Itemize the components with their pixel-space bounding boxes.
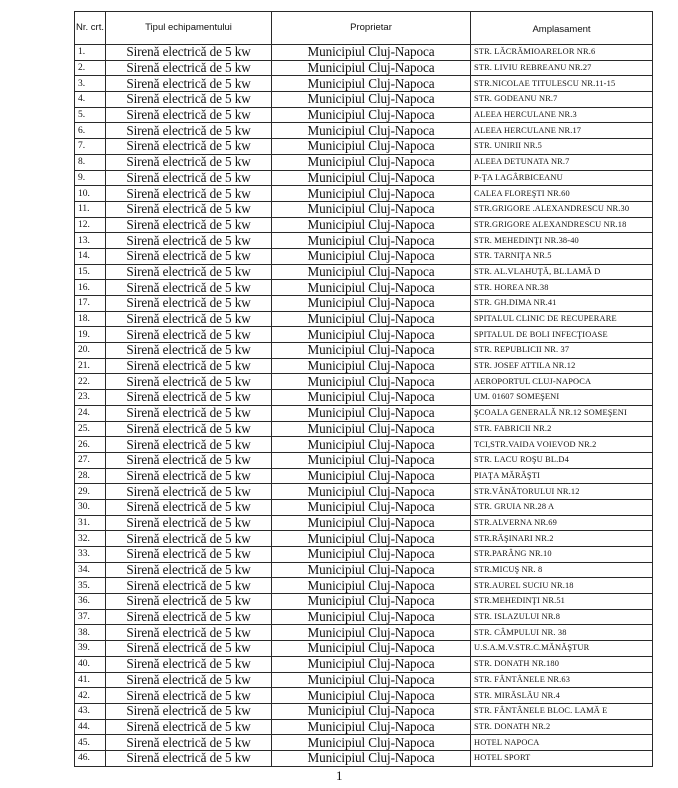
- table-row: [75, 515, 653, 531]
- row-number-cell: 33.: [75, 547, 106, 563]
- location-cell: U.S.A.M.V.STR.C.MĂNĂŞTUR: [471, 641, 653, 657]
- table-row: [75, 296, 653, 312]
- location-cell: STR.AUREL SUCIU NR.18: [471, 578, 653, 594]
- equipment-type-cell: Sirenă electrică de 5 kw: [106, 123, 272, 139]
- equipment-type-cell: Sirenă electrică de 5 kw: [106, 170, 272, 186]
- equipment-type-cell: Sirenă electrică de 5 kw: [106, 656, 272, 672]
- equipment-type-cell: Sirenă electrică de 5 kw: [106, 92, 272, 108]
- location-cell: STR.RĂŞINARI NR.2: [471, 531, 653, 547]
- owner-cell: Municipiul Cluj-Napoca: [272, 390, 471, 406]
- owner-cell: Municipiul Cluj-Napoca: [272, 186, 471, 202]
- owner-cell: Municipiul Cluj-Napoca: [272, 264, 471, 280]
- equipment-type-cell: Sirenă electrică de 5 kw: [106, 45, 272, 61]
- owner-cell: Municipiul Cluj-Napoca: [272, 374, 471, 390]
- row-number-cell: 41.: [75, 672, 106, 688]
- row-number-cell: 3.: [75, 76, 106, 92]
- equipment-type-cell: Sirenă electrică de 5 kw: [106, 405, 272, 421]
- table-row: [75, 92, 653, 108]
- location-cell: STR. DONATH NR.2: [471, 719, 653, 735]
- row-number-cell: 34.: [75, 562, 106, 578]
- location-cell: STR. TARNIŢA NR.5: [471, 248, 653, 264]
- row-number-cell: 14.: [75, 248, 106, 264]
- location-cell: STR.NICOLAE TITULESCU NR.11-15: [471, 76, 653, 92]
- table-row: [75, 233, 653, 249]
- table-row: [75, 374, 653, 390]
- row-number-cell: 25.: [75, 421, 106, 437]
- location-cell: STR.MEHEDINŢI NR.51: [471, 594, 653, 610]
- owner-cell: Municipiul Cluj-Napoca: [272, 562, 471, 578]
- equipment-type-cell: Sirenă electrică de 5 kw: [106, 719, 272, 735]
- row-number-cell: 37.: [75, 609, 106, 625]
- owner-cell: Municipiul Cluj-Napoca: [272, 656, 471, 672]
- table-row: [75, 311, 653, 327]
- equipment-type-cell: Sirenă electrică de 5 kw: [106, 735, 272, 751]
- equipment-type-cell: Sirenă electrică de 5 kw: [106, 531, 272, 547]
- table-row: [75, 484, 653, 500]
- equipment-type-cell: Sirenă electrică de 5 kw: [106, 311, 272, 327]
- table-row: [75, 468, 653, 484]
- table-row: [75, 280, 653, 296]
- row-number-cell: 45.: [75, 735, 106, 751]
- owner-cell: Municipiul Cluj-Napoca: [272, 60, 471, 76]
- location-cell: STR. LACU ROŞU BL.D4: [471, 452, 653, 468]
- owner-cell: Municipiul Cluj-Napoca: [272, 92, 471, 108]
- location-cell: STR. DONATH NR.180: [471, 656, 653, 672]
- location-cell: ALEEA HERCULANE NR.3: [471, 107, 653, 123]
- table-header-row: [75, 12, 653, 45]
- location-cell: STR. ISLAZULUI NR.8: [471, 609, 653, 625]
- row-number-cell: 7.: [75, 139, 106, 155]
- owner-cell: Municipiul Cluj-Napoca: [272, 217, 471, 233]
- owner-cell: Municipiul Cluj-Napoca: [272, 170, 471, 186]
- location-cell: STR. LĂCRĂMIOARELOR NR.6: [471, 45, 653, 61]
- table-row: [75, 719, 653, 735]
- owner-cell: Municipiul Cluj-Napoca: [272, 719, 471, 735]
- owner-cell: Municipiul Cluj-Napoca: [272, 311, 471, 327]
- row-number-cell: 1.: [75, 45, 106, 61]
- equipment-type-cell: Sirenă electrică de 5 kw: [106, 107, 272, 123]
- equipment-type-cell: Sirenă electrică de 5 kw: [106, 578, 272, 594]
- row-number-cell: 30.: [75, 499, 106, 515]
- row-number-cell: 19.: [75, 327, 106, 343]
- table-row: [75, 452, 653, 468]
- location-cell: STR. GODEANU NR.7: [471, 92, 653, 108]
- equipment-type-cell: Sirenă electrică de 5 kw: [106, 248, 272, 264]
- owner-cell: Municipiul Cluj-Napoca: [272, 735, 471, 751]
- owner-cell: Municipiul Cluj-Napoca: [272, 578, 471, 594]
- location-cell: STR.VÂNĂTORULUI NR.12: [471, 484, 653, 500]
- owner-cell: Municipiul Cluj-Napoca: [272, 547, 471, 563]
- equipment-type-cell: Sirenă electrică de 5 kw: [106, 547, 272, 563]
- row-number-cell: 5.: [75, 107, 106, 123]
- owner-cell: Municipiul Cluj-Napoca: [272, 421, 471, 437]
- equipment-type-cell: Sirenă electrică de 5 kw: [106, 468, 272, 484]
- location-cell: PIAŢA MĂRĂŞTI: [471, 468, 653, 484]
- owner-cell: Municipiul Cluj-Napoca: [272, 248, 471, 264]
- table-row: [75, 186, 653, 202]
- location-cell: STR. FABRICII NR.2: [471, 421, 653, 437]
- row-number-cell: 20.: [75, 343, 106, 359]
- location-cell: CALEA FLOREŞTI NR.60: [471, 186, 653, 202]
- equipment-type-cell: Sirenă electrică de 5 kw: [106, 139, 272, 155]
- sirens-table: [74, 11, 653, 767]
- header-nr: Nr. crt.: [75, 12, 106, 45]
- owner-cell: Municipiul Cluj-Napoca: [272, 296, 471, 312]
- row-number-cell: 28.: [75, 468, 106, 484]
- equipment-type-cell: Sirenă electrică de 5 kw: [106, 562, 272, 578]
- row-number-cell: 27.: [75, 452, 106, 468]
- table-row: [75, 672, 653, 688]
- equipment-type-cell: Sirenă electrică de 5 kw: [106, 484, 272, 500]
- row-number-cell: 46.: [75, 750, 106, 766]
- table-row: [75, 154, 653, 170]
- owner-cell: Municipiul Cluj-Napoca: [272, 327, 471, 343]
- table-body: [75, 45, 653, 767]
- equipment-type-cell: Sirenă electrică de 5 kw: [106, 437, 272, 453]
- equipment-type-cell: Sirenă electrică de 5 kw: [106, 76, 272, 92]
- location-cell: STR. GH.DIMA NR.41: [471, 296, 653, 312]
- row-number-cell: 18.: [75, 311, 106, 327]
- owner-cell: Municipiul Cluj-Napoca: [272, 499, 471, 515]
- location-cell: STR.GRIGORE ALEXANDRESCU NR.18: [471, 217, 653, 233]
- equipment-type-cell: Sirenă electrică de 5 kw: [106, 233, 272, 249]
- table-row: [75, 327, 653, 343]
- row-number-cell: 8.: [75, 154, 106, 170]
- equipment-type-cell: Sirenă electrică de 5 kw: [106, 374, 272, 390]
- table-row: [75, 750, 653, 766]
- table-row: [75, 170, 653, 186]
- table-row: [75, 107, 653, 123]
- row-number-cell: 2.: [75, 60, 106, 76]
- equipment-type-cell: Sirenă electrică de 5 kw: [106, 296, 272, 312]
- location-cell: STR. MEHEDINŢI NR.38-40: [471, 233, 653, 249]
- table-row: [75, 735, 653, 751]
- equipment-type-cell: Sirenă electrică de 5 kw: [106, 343, 272, 359]
- row-number-cell: 42.: [75, 688, 106, 704]
- header-tip: Tipul echipamentului: [106, 12, 272, 45]
- location-cell: SPITALUL CLINIC DE RECUPERARE: [471, 311, 653, 327]
- equipment-type-cell: Sirenă electrică de 5 kw: [106, 641, 272, 657]
- location-cell: ALEEA DETUNATA NR.7: [471, 154, 653, 170]
- table-row: [75, 264, 653, 280]
- equipment-type-cell: Sirenă electrică de 5 kw: [106, 60, 272, 76]
- row-number-cell: 17.: [75, 296, 106, 312]
- table-row: [75, 578, 653, 594]
- owner-cell: Municipiul Cluj-Napoca: [272, 515, 471, 531]
- row-number-cell: 22.: [75, 374, 106, 390]
- location-cell: STR. HOREA NR.38: [471, 280, 653, 296]
- equipment-type-cell: Sirenă electrică de 5 kw: [106, 421, 272, 437]
- owner-cell: Municipiul Cluj-Napoca: [272, 154, 471, 170]
- row-number-cell: 6.: [75, 123, 106, 139]
- table-row: [75, 609, 653, 625]
- owner-cell: Municipiul Cluj-Napoca: [272, 437, 471, 453]
- owner-cell: Municipiul Cluj-Napoca: [272, 45, 471, 61]
- owner-cell: Municipiul Cluj-Napoca: [272, 688, 471, 704]
- owner-cell: Municipiul Cluj-Napoca: [272, 405, 471, 421]
- owner-cell: Municipiul Cluj-Napoca: [272, 672, 471, 688]
- table-row: [75, 547, 653, 563]
- equipment-type-cell: Sirenă electrică de 5 kw: [106, 594, 272, 610]
- owner-cell: Municipiul Cluj-Napoca: [272, 107, 471, 123]
- owner-cell: Municipiul Cluj-Napoca: [272, 703, 471, 719]
- row-number-cell: 39.: [75, 641, 106, 657]
- table-row: [75, 688, 653, 704]
- table-row: [75, 76, 653, 92]
- equipment-type-cell: Sirenă electrică de 5 kw: [106, 750, 272, 766]
- owner-cell: Municipiul Cluj-Napoca: [272, 641, 471, 657]
- equipment-type-cell: Sirenă electrică de 5 kw: [106, 217, 272, 233]
- equipment-type-cell: Sirenă electrică de 5 kw: [106, 515, 272, 531]
- row-number-cell: 32.: [75, 531, 106, 547]
- location-cell: TCI,STR.VAIDA VOIEVOD NR.2: [471, 437, 653, 453]
- location-cell: STR. CÂMPULUI NR. 38: [471, 625, 653, 641]
- equipment-type-cell: Sirenă electrică de 5 kw: [106, 201, 272, 217]
- location-cell: STR. AL.VLAHUŢĂ, BL.LAMĂ D: [471, 264, 653, 280]
- owner-cell: Municipiul Cluj-Napoca: [272, 625, 471, 641]
- owner-cell: Municipiul Cluj-Napoca: [272, 233, 471, 249]
- table-row: [75, 499, 653, 515]
- owner-cell: Municipiul Cluj-Napoca: [272, 280, 471, 296]
- owner-cell: Municipiul Cluj-Napoca: [272, 484, 471, 500]
- equipment-type-cell: Sirenă electrică de 5 kw: [106, 186, 272, 202]
- page-number: 1: [336, 768, 343, 783]
- location-cell: STR. MIRĂSLĂU NR.4: [471, 688, 653, 704]
- table-row: [75, 45, 653, 61]
- row-number-cell: 43.: [75, 703, 106, 719]
- location-cell: STR. FÂNTÂNELE NR.63: [471, 672, 653, 688]
- location-cell: STR. UNIRII NR.5: [471, 139, 653, 155]
- owner-cell: Municipiul Cluj-Napoca: [272, 594, 471, 610]
- table-row: [75, 703, 653, 719]
- table-row: [75, 594, 653, 610]
- row-number-cell: 23.: [75, 390, 106, 406]
- owner-cell: Municipiul Cluj-Napoca: [272, 468, 471, 484]
- equipment-type-cell: Sirenă electrică de 5 kw: [106, 154, 272, 170]
- row-number-cell: 29.: [75, 484, 106, 500]
- equipment-type-cell: Sirenă electrică de 5 kw: [106, 688, 272, 704]
- equipment-type-cell: Sirenă electrică de 5 kw: [106, 452, 272, 468]
- location-cell: HOTEL NAPOCA: [471, 735, 653, 751]
- equipment-type-cell: Sirenă electrică de 5 kw: [106, 703, 272, 719]
- equipment-type-cell: Sirenă electrică de 5 kw: [106, 499, 272, 515]
- location-cell: STR.ALVERNA NR.69: [471, 515, 653, 531]
- row-number-cell: 36.: [75, 594, 106, 610]
- location-cell: STR. JOSEF ATTILA NR.12: [471, 358, 653, 374]
- location-cell: STR.GRIGORE .ALEXANDRESCU NR.30: [471, 201, 653, 217]
- owner-cell: Municipiul Cluj-Napoca: [272, 609, 471, 625]
- header-amplasament: Amplasament: [471, 12, 653, 45]
- row-number-cell: 38.: [75, 625, 106, 641]
- equipment-type-cell: Sirenă electrică de 5 kw: [106, 609, 272, 625]
- owner-cell: Municipiul Cluj-Napoca: [272, 139, 471, 155]
- row-number-cell: 9.: [75, 170, 106, 186]
- row-number-cell: 10.: [75, 186, 106, 202]
- owner-cell: Municipiul Cluj-Napoca: [272, 452, 471, 468]
- row-number-cell: 40.: [75, 656, 106, 672]
- row-number-cell: 11.: [75, 201, 106, 217]
- table-row: [75, 60, 653, 76]
- location-cell: STR. GRUIA NR.28 A: [471, 499, 653, 515]
- equipment-type-cell: Sirenă electrică de 5 kw: [106, 264, 272, 280]
- table-row: [75, 390, 653, 406]
- owner-cell: Municipiul Cluj-Napoca: [272, 76, 471, 92]
- location-cell: STR. REPUBLICII NR. 37: [471, 343, 653, 359]
- row-number-cell: 35.: [75, 578, 106, 594]
- table-row: [75, 421, 653, 437]
- table-row: [75, 562, 653, 578]
- row-number-cell: 15.: [75, 264, 106, 280]
- table-row: [75, 641, 653, 657]
- table-row: [75, 343, 653, 359]
- owner-cell: Municipiul Cluj-Napoca: [272, 123, 471, 139]
- owner-cell: Municipiul Cluj-Napoca: [272, 750, 471, 766]
- location-cell: STR.MICUŞ NR. 8: [471, 562, 653, 578]
- equipment-type-cell: Sirenă electrică de 5 kw: [106, 390, 272, 406]
- table-row: [75, 405, 653, 421]
- table-row: [75, 625, 653, 641]
- equipment-type-cell: Sirenă electrică de 5 kw: [106, 327, 272, 343]
- location-cell: STR. FÂNTÂNELE BLOC. LAMĂ E: [471, 703, 653, 719]
- equipment-type-cell: Sirenă electrică de 5 kw: [106, 672, 272, 688]
- row-number-cell: 16.: [75, 280, 106, 296]
- owner-cell: Municipiul Cluj-Napoca: [272, 531, 471, 547]
- location-cell: AEROPORTUL CLUJ-NAPOCA: [471, 374, 653, 390]
- row-number-cell: 24.: [75, 405, 106, 421]
- row-number-cell: 12.: [75, 217, 106, 233]
- row-number-cell: 44.: [75, 719, 106, 735]
- table-row: [75, 123, 653, 139]
- owner-cell: Municipiul Cluj-Napoca: [272, 343, 471, 359]
- owner-cell: Municipiul Cluj-Napoca: [272, 201, 471, 217]
- table-row: [75, 217, 653, 233]
- location-cell: UM. 01607 SOMEŞENI: [471, 390, 653, 406]
- row-number-cell: 21.: [75, 358, 106, 374]
- table-row: [75, 656, 653, 672]
- table-row: [75, 358, 653, 374]
- row-number-cell: 31.: [75, 515, 106, 531]
- table-row: [75, 139, 653, 155]
- location-cell: ALEEA HERCULANE NR.17: [471, 123, 653, 139]
- table-row: [75, 201, 653, 217]
- location-cell: HOTEL SPORT: [471, 750, 653, 766]
- header-proprietar: Proprietar: [272, 12, 471, 45]
- equipment-type-cell: Sirenă electrică de 5 kw: [106, 280, 272, 296]
- location-cell: STR. LIVIU REBREANU NR.27: [471, 60, 653, 76]
- row-number-cell: 4.: [75, 92, 106, 108]
- equipment-type-cell: Sirenă electrică de 5 kw: [106, 358, 272, 374]
- owner-cell: Municipiul Cluj-Napoca: [272, 358, 471, 374]
- row-number-cell: 26.: [75, 437, 106, 453]
- table-row: [75, 248, 653, 264]
- table-row: [75, 531, 653, 547]
- location-cell: ŞCOALA GENERALĂ NR.12 SOMEŞENI: [471, 405, 653, 421]
- table-row: [75, 437, 653, 453]
- location-cell: STR.PARÂNG NR.10: [471, 547, 653, 563]
- equipment-type-cell: Sirenă electrică de 5 kw: [106, 625, 272, 641]
- row-number-cell: 13.: [75, 233, 106, 249]
- location-cell: SPITALUL DE BOLI INFECŢIOASE: [471, 327, 653, 343]
- location-cell: P-ŢA I.AGÂRBICEANU: [471, 170, 653, 186]
